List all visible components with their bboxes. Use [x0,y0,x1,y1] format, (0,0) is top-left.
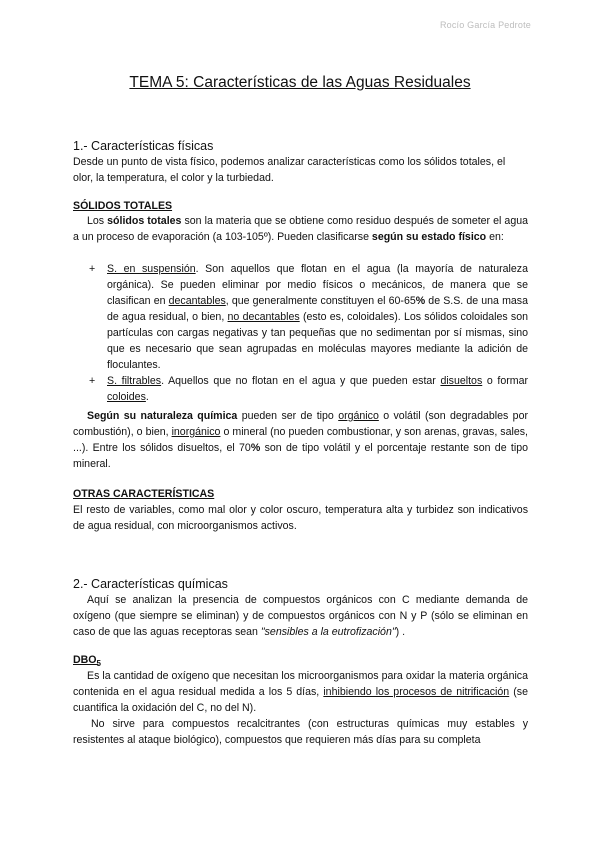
text-run-underline: inorgánico [171,426,221,438]
text-run: o volátil (son degradables por combustión), o bien, [73,410,528,438]
solidos-paragraph [73,213,528,245]
section1-heading: 1.- Características físicas [73,139,214,153]
text-run: (esto es, coloidales). Los sólidos coloidales son partículas con cargas negativas y tan pequeñas que no sedimentan por sí mismas, sino que es necesario que sean agrupadas en moléculas mayores mediante la adición de floculantes. [107,311,528,371]
text-run: ) . [395,626,406,638]
text-run-underline: decantables [168,295,226,307]
section2-paragraph [73,592,528,640]
naturaleza-quimica-paragraph [73,408,528,472]
text-run: en: [486,231,504,243]
text-run: . [145,391,149,403]
text-run: , que generalmente constituyen el 60-65 [225,295,416,307]
section1-intro: Desde un punto de vista físico, podemos analizar características como los sólidos totales, el olor, la temperatura, el color y la turbiedad. [73,156,506,184]
dbo-paragraph-2 [73,716,528,748]
text-run-underline: coloides [107,391,146,403]
list-item [89,373,528,405]
solidos-heading: SÓLIDOS TOTALES [73,200,173,212]
text-run-underline: S. filtrables [107,375,162,387]
text-run: . Aquellos que no flotan en el agua y que pueden estar [161,375,441,387]
text-run-bold: según su estado físico [371,231,487,243]
document-title: TEMA 5: Características de las Aguas Residuales [129,74,471,91]
text-run-bold: % [415,295,426,307]
text-run-underline: orgánico [338,410,379,422]
text-run: o mineral (no pueden combustionar, y son arenas, gravas, sales, ...). Entre los sólidos disueltos, el 70 [73,426,528,454]
text-run: pueden ser de tipo [237,410,339,422]
bullet-mark: + [89,263,96,275]
text-run: Los [87,215,108,227]
text-run: . Son aquellos que flotan en el agua (la mayoría de naturaleza orgánica). Se pueden eliminar por medio físicos o mecánicos, de manera que se clasifican en [107,263,528,307]
text-run-underline: inhibiendo los procesos de nitrificación [323,686,510,698]
text-run: o formar [482,375,528,387]
text-run-underline: disueltos [440,375,483,387]
otras-heading: OTRAS CARACTERÍSTICAS [73,488,215,500]
text-run: No sirve para compuestos recalcitrantes (con estructuras químicas muy estables y resistentes al ataque biológico), compuestos que requieren más días para su completa [73,718,528,746]
text-run-bold: % [250,442,261,454]
text-run: de S.S. de una masa de agua residual, o bien, [107,295,528,323]
dbo-paragraph-1 [73,668,528,716]
list-item [89,261,528,373]
solidos-bullet-list [89,261,528,405]
text-run: (se cuantifica la oxidación del C, no del N). [73,686,528,714]
text-run-italic: "sensibles a la eutrofización" [260,626,396,638]
text-run: Es la cantidad de oxígeno que necesitan los microorganismos para oxidar la materia orgánica contenida en el agua residual medida a los 5 días, [73,670,528,698]
text-run: Aquí se analizan la presencia de compuestos orgánicos con C mediante demanda de oxígeno (que siempre se eliminan) y de compuestos orgánicos con N y P (sólo se eliminan en caso de que las aguas receptoras sean [73,594,528,638]
otras-paragraph: El resto de variables, como mal olor y color oscuro, temperatura alta y turbidez son indicativos de agua residual, con microorganismos activos. [73,504,528,532]
section2-heading: 2.- Características químicas [73,577,228,591]
bullet-mark: + [89,375,96,387]
dbo-subscript: 5 [96,659,101,669]
text-run-bold: sólidos totales [107,215,182,227]
author-header: Rocío García Pedrote [439,20,531,30]
text-run: son la materia que se obtiene como residuo después de someter el agua a un proceso de evaporación (a 103-105º). Pueden clasificarse [73,215,528,243]
text-run-underline: S. en suspensión [107,263,196,275]
text-run: son de tipo volátil y el porcentaje restante son de tipo mineral. [73,442,528,470]
dbo-heading-text: DBO [73,654,97,666]
text-run-bold: Según su naturaleza química [87,410,238,422]
text-run-underline: no decantables [227,311,300,323]
